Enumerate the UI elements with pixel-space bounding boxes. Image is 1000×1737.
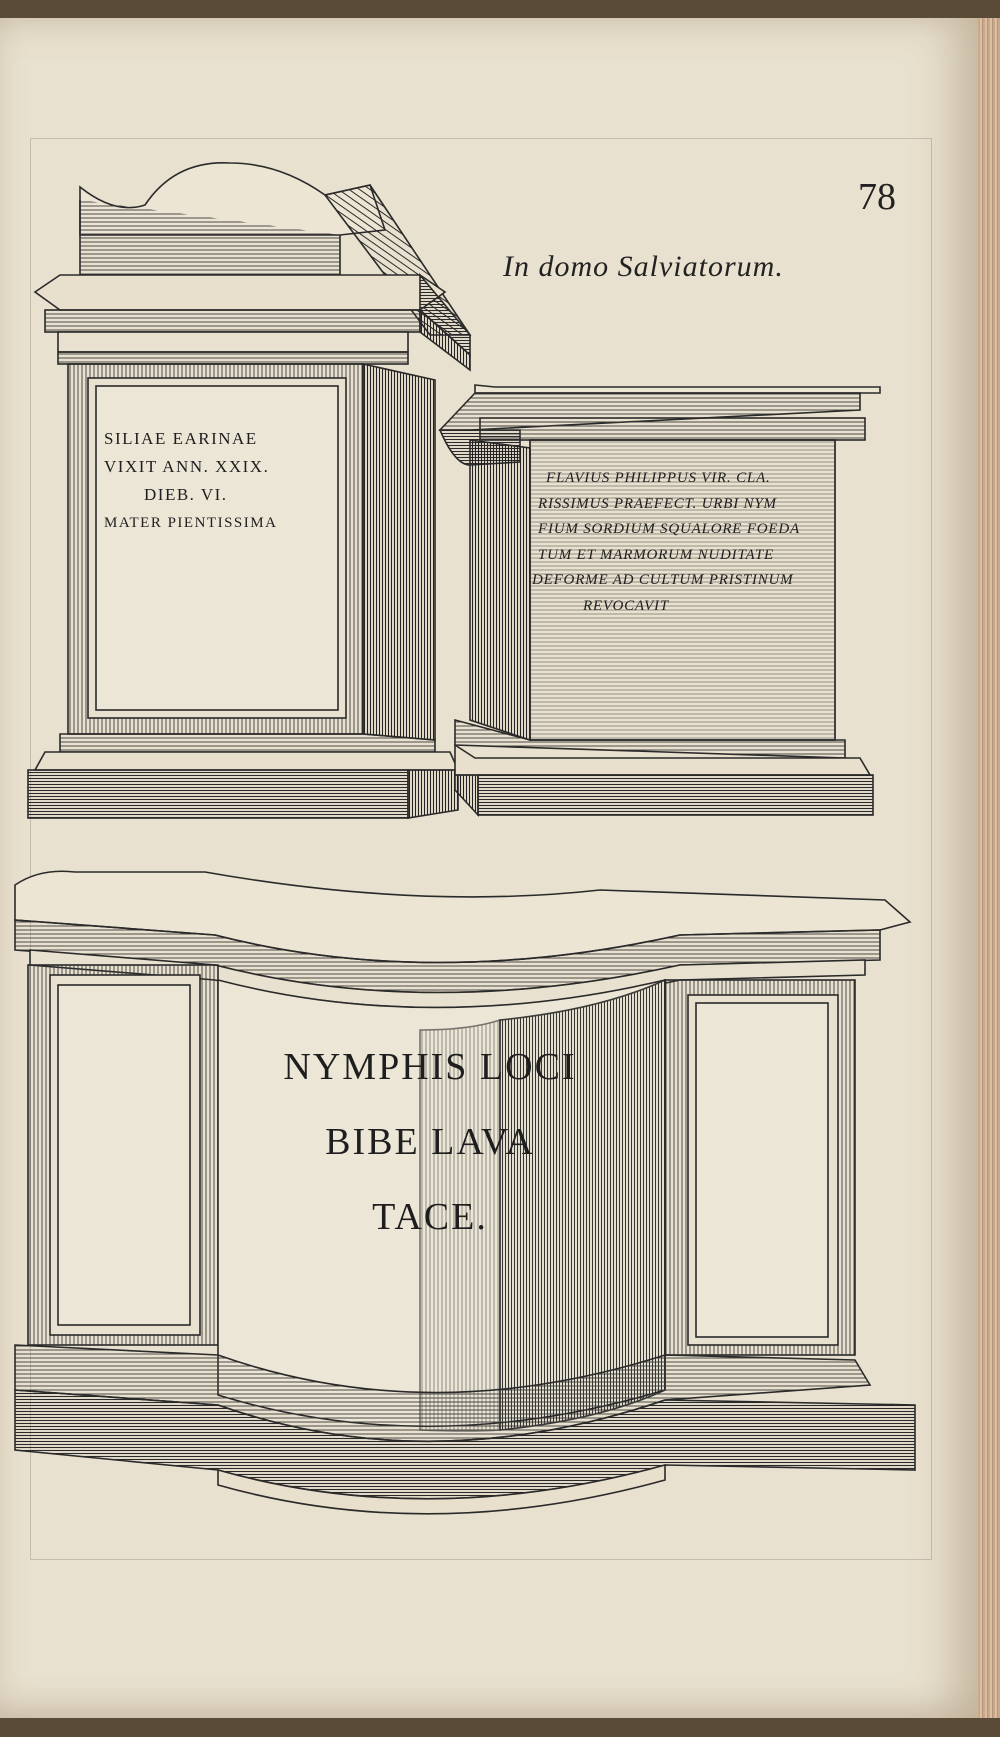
page-number: 78 xyxy=(858,176,896,218)
inscription-line: BIBE LAVA xyxy=(325,1121,535,1163)
inscription-line: DEFORME AD CULTUM PRISTINUM xyxy=(532,572,794,588)
inscription-fountain xyxy=(220,1030,640,1255)
inscription-line: RISSIMUS PRAEFECT. URBI NYM xyxy=(538,495,777,512)
inscription-line: MATER PIENTISSIMA xyxy=(104,515,278,531)
inscription-line: FIUM SORDIUM SQUALORE FOEDA xyxy=(538,521,800,537)
inscription-right-pedestal xyxy=(532,466,800,619)
plate-caption: In domo Salviatorum. xyxy=(503,250,784,283)
inscription-line: NYMPHIS LOCI xyxy=(283,1046,577,1088)
inscription-line: TACE. xyxy=(372,1196,488,1238)
inscription-line: VIXIT ANN. XXIX. xyxy=(104,457,270,476)
inscription-left-pedestal xyxy=(104,425,277,537)
inscription-line: TUM ET MARMORUM NUDITATE xyxy=(538,546,774,563)
inscription-line: REVOCAVIT xyxy=(583,597,669,614)
inscription-line: FLAVIUS PHILIPPUS VIR. CLA. xyxy=(546,470,771,486)
inscription-line: DIEB. VI. xyxy=(144,485,228,504)
inscription-line: SILIAE EARINAE xyxy=(104,429,258,448)
